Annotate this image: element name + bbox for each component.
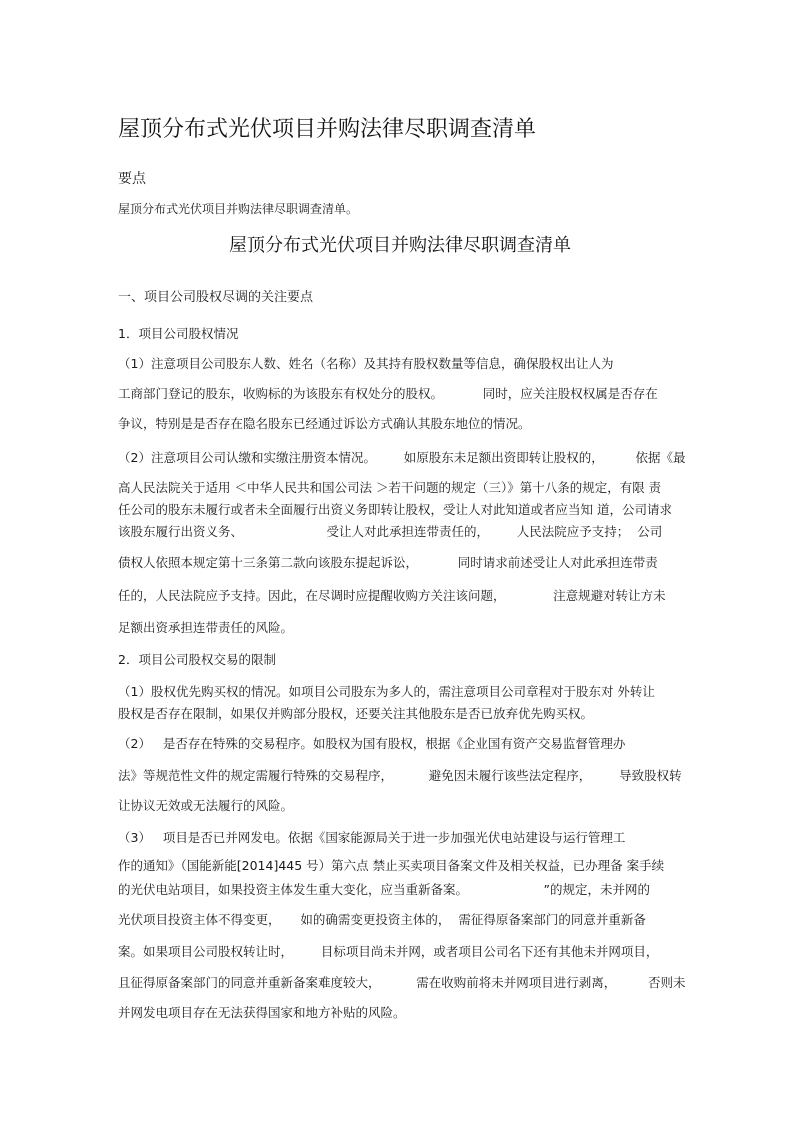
subsection-heading-1: 1．项目公司股权情况 <box>118 326 239 341</box>
document-title: 屋顶分布式光伏项目并购法律尽职调查清单 <box>118 117 537 142</box>
paragraph-line: 的光伏电站项目，如果投资主体发生重大变化，应当重新备案。 ”的规定，未并网的 <box>118 882 650 897</box>
paragraph-line: （2）注意项目公司认缴和实缴注册资本情况。 如原股东未足额出资即转让股权的， 依据《最 <box>118 450 686 465</box>
paragraph-line: 该股东履行出资义务、 受让人对此承担连带责任的， 人民法院应予支持； 公司 <box>118 524 663 539</box>
subsection-heading-2: 2．项目公司股权交易的限制 <box>118 652 276 667</box>
paragraph-line: （2） 是否存在特殊的交易程序。如股权为国有股权，根据《企业国有资产交易监督管理办 <box>118 736 626 751</box>
paragraph-line: 股权是否存在限制，如果仅并购部分股权，还要关注其他股东是否已放弃优先购买权。 <box>118 706 594 721</box>
paragraph-line: （1）股权优先购买权的情况。如项目公司股东为多人的，需注意项目公司章程对于股东对 外转让 <box>118 684 655 699</box>
paragraph-line: 让协议无效或无法履行的风险。 <box>118 798 294 813</box>
paragraph-line: 任公司的股东未履行或者未全面履行出资义务即转让股权，受让人对此知道或者应当知 道，公司请求 <box>118 502 672 517</box>
paragraph-line: 案。如果项目公司股权转让时， 目标项目尚未并网，或者项目公司名下还有其他未并网项目， <box>118 944 659 959</box>
paragraph-line: 法》等规范性文件的规定需履行特殊的交易程序， 避免因未履行该些法定程序， 导致股权转 <box>118 768 682 783</box>
paragraph-line: 并网发电项目存在无法获得国家和地方补贴的风险。 <box>118 1005 406 1020</box>
document-subtitle: 屋顶分布式光伏项目并购法律尽职调查清单 <box>229 235 571 256</box>
paragraph-line: 债权人依照本规定第十三条第二款向该股东提起诉讼， 同时请求前述受让人对此承担连带责 <box>118 555 658 570</box>
keypoints-block <box>118 170 358 218</box>
paragraph-line: （3） 项目是否已并网发电。依据《国家能源局关于进一步加强光伏电站建设与运行管理工 <box>118 830 626 845</box>
keypoints-text: 屋顶分布式光伏项目并购法律尽职调查清单。 <box>118 202 359 216</box>
keypoints-label: 要点 <box>118 171 146 187</box>
paragraph-line: 作的通知》（国能新能[2014]445 号）第六点 禁止买卖项目备案文件及相关权益，已办理备 案手续 <box>118 858 665 873</box>
paragraph-line: 足额出资承担连带责任的风险。 <box>118 620 294 635</box>
paragraph-line: 争议，特别是是否存在隐名股东已经通过诉讼方式确认其股东地位的情况。 <box>118 416 531 431</box>
paragraph-line: 且征得原备案部门的同意并重新备案难度较大， 需在收购前将未并网项目进行剥离， 否则未 <box>118 975 686 990</box>
paragraph-line: 高人民法院关于适用 ＜中华人民共和国公司法 ＞若干问题的规定（三）》第十八条的规定，有限 责 <box>118 480 662 495</box>
paragraph-line: 光伏项目投资主体不得变更， 如的确需变更投资主体的， 需征得原备案部门的同意并重新备 <box>118 912 646 927</box>
section-heading-1: 一、项目公司股权尽调的关注要点 <box>118 290 314 305</box>
paragraph-line: （1）注意项目公司股东人数、姓名（名称）及其持有股权数量等信息，确保股权出让人为 <box>118 356 614 371</box>
paragraph-line: 工商部门登记的股东，收购标的为该股东有权处分的股权。 同时，应关注股权权属是否存在 <box>118 386 658 401</box>
paragraph-line: 任的，人民法院应予支持。因此，在尽调时应提醒收购方关注该问题， 注意规避对转让方未 <box>118 588 666 603</box>
